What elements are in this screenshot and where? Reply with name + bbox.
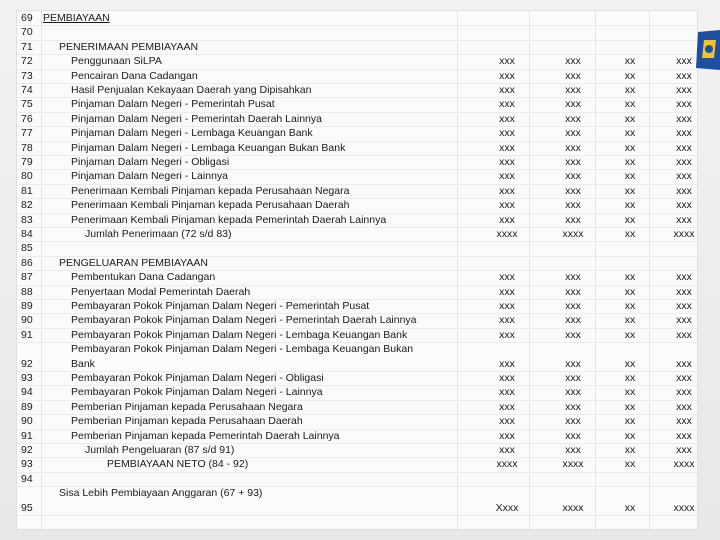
table-row (17, 270, 697, 285)
row-label: Pinjaman Dalam Negeri - Lainnya (71, 170, 228, 183)
table-row (17, 472, 697, 487)
value-cell: xxx (676, 386, 692, 399)
table-row (17, 69, 697, 84)
row-label: Penyertaan Modal Pemerintah Daerah (71, 285, 251, 298)
value-cell: xxx (565, 357, 581, 370)
value-cell: xxx (499, 213, 515, 226)
table-row (17, 141, 697, 156)
value-cell: xx (624, 415, 636, 428)
value-cell: xxxx (673, 501, 695, 514)
row-number: 89 (21, 300, 33, 312)
row-number: 91 (21, 429, 33, 442)
value-cell: xxx (499, 415, 515, 428)
value-cell: xxx (499, 300, 515, 312)
value-cell: xxx (499, 112, 515, 125)
row-number: 84 (21, 228, 33, 240)
value-cell: xxx (499, 141, 515, 154)
table-row (17, 299, 697, 314)
value-cell: xxxx (562, 228, 584, 240)
value-cell: xxx (499, 386, 515, 399)
value-cell: xxx (565, 429, 581, 442)
value-cell: xxx (565, 156, 581, 168)
value-cell: xxx (676, 400, 692, 413)
table-row (17, 457, 697, 472)
value-cell: xx (624, 141, 636, 154)
row-label: Pemberian Pinjaman kepada Perusahaan Daerah (71, 415, 303, 428)
row-number: 91 (21, 328, 33, 341)
value-cell: xxx (499, 400, 515, 413)
value-cell: xxx (499, 84, 515, 96)
section-title: PEMBIAYAAN (43, 12, 110, 24)
value-cell: xx (624, 501, 636, 514)
row-number: 90 (21, 314, 33, 327)
row-number: 93 (21, 372, 33, 384)
row-number: 86 (21, 256, 33, 269)
value-cell: xxx (676, 199, 692, 212)
value-cell: xxx (565, 444, 581, 456)
section-title: PENERIMAAN PEMBIAYAAN (59, 40, 199, 53)
value-cell: xx (624, 228, 636, 240)
value-cell: xxx (565, 69, 581, 82)
value-cell: xxx (676, 170, 692, 183)
table-row (17, 285, 697, 300)
row-label: Hasil Penjualan Kekayaan Daerah yang Dipisahkan (71, 84, 312, 96)
value-cell: xxx (499, 55, 515, 68)
value-cell: xxxx (673, 458, 695, 471)
value-cell: xx (624, 357, 636, 370)
total-label: Jumlah Pengeluaran (87 s/d 91) (85, 444, 235, 456)
value-cell: xxx (565, 170, 581, 183)
value-cell: xxx (676, 285, 692, 298)
row-number: 77 (21, 127, 33, 140)
total-label: PEMBIAYAAN NETO (84 - 92) (107, 458, 249, 471)
table-row (17, 40, 697, 55)
value-cell: xx (624, 184, 636, 197)
row-number: 94 (21, 386, 33, 399)
table-row (17, 342, 697, 372)
row-label: Pemberian Pinjaman kepada Pemerintah Daerah Lainnya (71, 429, 340, 442)
row-label: Pinjaman Dalam Negeri - Lembaga Keuangan Bukan Bank (71, 141, 346, 154)
row-number: 73 (21, 69, 33, 82)
total-label: Sisa Lebih Pembiayaan Anggaran (67 + 93) (59, 487, 263, 500)
row-label: Pinjaman Dalam Negeri - Obligasi (71, 156, 230, 168)
value-cell: xxx (565, 127, 581, 140)
value-cell: xxx (676, 415, 692, 428)
table-row (17, 155, 697, 170)
row-number: 69 (21, 12, 33, 24)
section-title: PENGELUARAN PEMBIAYAAN (59, 256, 208, 269)
value-cell: xxx (565, 415, 581, 428)
row-label: Pinjaman Dalam Negeri - Lembaga Keuangan Bank (71, 127, 313, 140)
table-row (17, 83, 697, 98)
value-cell: xxx (499, 372, 515, 384)
row-number: 87 (21, 271, 33, 284)
value-cell: xxx (676, 112, 692, 125)
row-number: 83 (21, 213, 33, 226)
table-row (17, 169, 697, 184)
value-cell: xx (624, 400, 636, 413)
value-cell: xxxx (673, 228, 695, 240)
value-cell: xxx (499, 328, 515, 341)
value-cell: xxx (565, 386, 581, 399)
value-cell: xxx (676, 156, 692, 168)
value-cell: xxx (676, 84, 692, 96)
value-cell: xx (624, 170, 636, 183)
row-label: Pembayaran Pokok Pinjaman Dalam Negeri - Pemerintah Pusat (71, 300, 370, 312)
value-cell: xxx (676, 69, 692, 82)
table-row (17, 198, 697, 213)
value-cell: xxx (676, 184, 692, 197)
value-cell: xx (624, 372, 636, 384)
row-label: Pembayaran Pokok Pinjaman Dalam Negeri - Lembaga Keuangan Bank (71, 328, 408, 341)
value-cell: xx (624, 444, 636, 456)
table-row (17, 126, 697, 141)
value-cell: xxx (565, 112, 581, 125)
row-label: Pinjaman Dalam Negeri - Pemerintah Pusat (71, 98, 275, 111)
row-number: 80 (21, 170, 33, 183)
table-row (17, 371, 697, 386)
value-cell: xxx (676, 357, 692, 370)
row-label: Pemberian Pinjaman kepada Perusahaan Negara (71, 400, 303, 413)
table-row (17, 429, 697, 444)
row-label: Penggunaan SiLPA (71, 55, 162, 68)
value-cell: xxx (499, 156, 515, 168)
table-row (17, 25, 697, 40)
value-cell: xxx (676, 55, 692, 68)
emblem-icon (690, 28, 720, 72)
row-label: Pembayaran Pokok Pinjaman Dalam Negeri - Pemerintah Daerah Lainnya (71, 314, 417, 327)
value-cell: xx (624, 429, 636, 442)
table-row (17, 400, 697, 415)
value-cell: xxx (565, 300, 581, 312)
value-cell: xx (624, 300, 636, 312)
value-cell: xxx (499, 429, 515, 442)
table-row (17, 97, 697, 112)
table-row (17, 443, 697, 458)
value-cell: xxxx (496, 458, 518, 471)
value-cell: xxx (565, 98, 581, 111)
value-cell: xxx (499, 98, 515, 111)
row-number: 95 (21, 501, 33, 514)
row-label: Pembayaran Pokok Pinjaman Dalam Negeri - Lembaga Keuangan Bukan (71, 343, 414, 356)
row-label: Pencairan Dana Cadangan (71, 69, 198, 82)
table-row (17, 227, 697, 242)
row-number: 94 (21, 472, 33, 485)
row-number: 88 (21, 285, 33, 298)
row-number: 70 (21, 26, 33, 39)
row-label: Pembayaran Pokok Pinjaman Dalam Negeri - Lainnya (71, 386, 323, 399)
row-number: 79 (21, 156, 33, 168)
table-row (17, 213, 697, 228)
value-cell: xxx (499, 271, 515, 284)
value-cell: xxx (499, 357, 515, 370)
value-cell: Xxxx (495, 501, 519, 514)
value-cell: xxx (676, 372, 692, 384)
value-cell: xx (624, 271, 636, 284)
financial-table (16, 10, 698, 530)
value-cell: xxx (499, 69, 515, 82)
row-label-continued: Bank (71, 357, 95, 370)
value-cell: xxx (565, 199, 581, 212)
value-cell: xx (624, 156, 636, 168)
value-cell: xxx (499, 170, 515, 183)
value-cell: xxx (565, 372, 581, 384)
row-label: Penerimaan Kembali Pinjaman kepada Pemerintah Daerah Lainnya (71, 213, 387, 226)
value-cell: xxx (676, 429, 692, 442)
row-number: 92 (21, 444, 33, 456)
value-cell: xxx (565, 314, 581, 327)
row-label: Pembentukan Dana Cadangan (71, 271, 216, 284)
row-number: 74 (21, 84, 33, 96)
value-cell: xxx (565, 400, 581, 413)
row-number: 78 (21, 141, 33, 154)
value-cell: xxxx (562, 458, 584, 471)
table-row (17, 328, 697, 343)
value-cell: xx (624, 328, 636, 341)
value-cell: xxx (676, 300, 692, 312)
value-cell: xx (624, 112, 636, 125)
value-cell: xxx (565, 141, 581, 154)
value-cell: xxx (565, 285, 581, 298)
row-label: Penerimaan Kembali Pinjaman kepada Perusahaan Negara (71, 184, 350, 197)
value-cell: xxx (565, 271, 581, 284)
value-cell: xxx (499, 314, 515, 327)
value-cell: xxx (499, 184, 515, 197)
row-number: 82 (21, 199, 33, 212)
value-cell: xxx (565, 328, 581, 341)
value-cell: xxx (565, 55, 581, 68)
value-cell: xxx (499, 199, 515, 212)
value-cell: xx (624, 386, 636, 399)
table-row (17, 414, 697, 429)
table-row (17, 112, 697, 127)
value-cell: xx (624, 285, 636, 298)
row-label: Pinjaman Dalam Negeri - Pemerintah Daerah Lainnya (71, 112, 322, 125)
value-cell: xxxx (496, 228, 518, 240)
row-number: 90 (21, 415, 33, 428)
table-row (17, 184, 697, 199)
row-number: 93 (21, 458, 33, 471)
value-cell: xx (624, 98, 636, 111)
value-cell: xxx (499, 285, 515, 298)
value-cell: xx (624, 213, 636, 226)
table-row (17, 54, 697, 69)
row-number: 71 (21, 40, 33, 53)
value-cell: xx (624, 199, 636, 212)
table-row (17, 241, 697, 256)
row-label: Penerimaan Kembali Pinjaman kepada Perusahaan Daerah (71, 199, 350, 212)
row-number: 81 (21, 184, 33, 197)
value-cell: xx (624, 127, 636, 140)
table-row (17, 313, 697, 328)
value-cell: xx (624, 458, 636, 471)
value-cell: xxx (499, 444, 515, 456)
value-cell: xxx (565, 184, 581, 197)
value-cell: xxx (565, 84, 581, 96)
value-cell: xxx (676, 141, 692, 154)
value-cell: xxx (565, 213, 581, 226)
value-cell: xxx (499, 127, 515, 140)
value-cell: xxx (676, 444, 692, 456)
table-row (17, 385, 697, 400)
table-row (17, 486, 697, 516)
value-cell: xxx (676, 314, 692, 327)
value-cell: xx (624, 69, 636, 82)
value-cell: xxx (676, 127, 692, 140)
total-label: Jumlah Penerimaan (72 s/d 83) (85, 228, 232, 240)
value-cell: xxx (676, 271, 692, 284)
value-cell: xxx (676, 213, 692, 226)
row-number: 76 (21, 112, 33, 125)
row-number: 89 (21, 400, 33, 413)
value-cell: xxx (676, 98, 692, 111)
table-row (17, 256, 697, 271)
row-number: 92 (21, 357, 33, 370)
row-label: Pembayaran Pokok Pinjaman Dalam Negeri - Obligasi (71, 372, 324, 384)
value-cell: xx (624, 55, 636, 68)
row-number: 75 (21, 98, 33, 111)
row-number: 85 (21, 242, 33, 255)
value-cell: xxxx (562, 501, 584, 514)
value-cell: xx (624, 314, 636, 327)
value-cell: xxx (676, 328, 692, 341)
row-number: 72 (21, 55, 33, 68)
table-row (17, 11, 697, 26)
value-cell: xx (624, 84, 636, 96)
